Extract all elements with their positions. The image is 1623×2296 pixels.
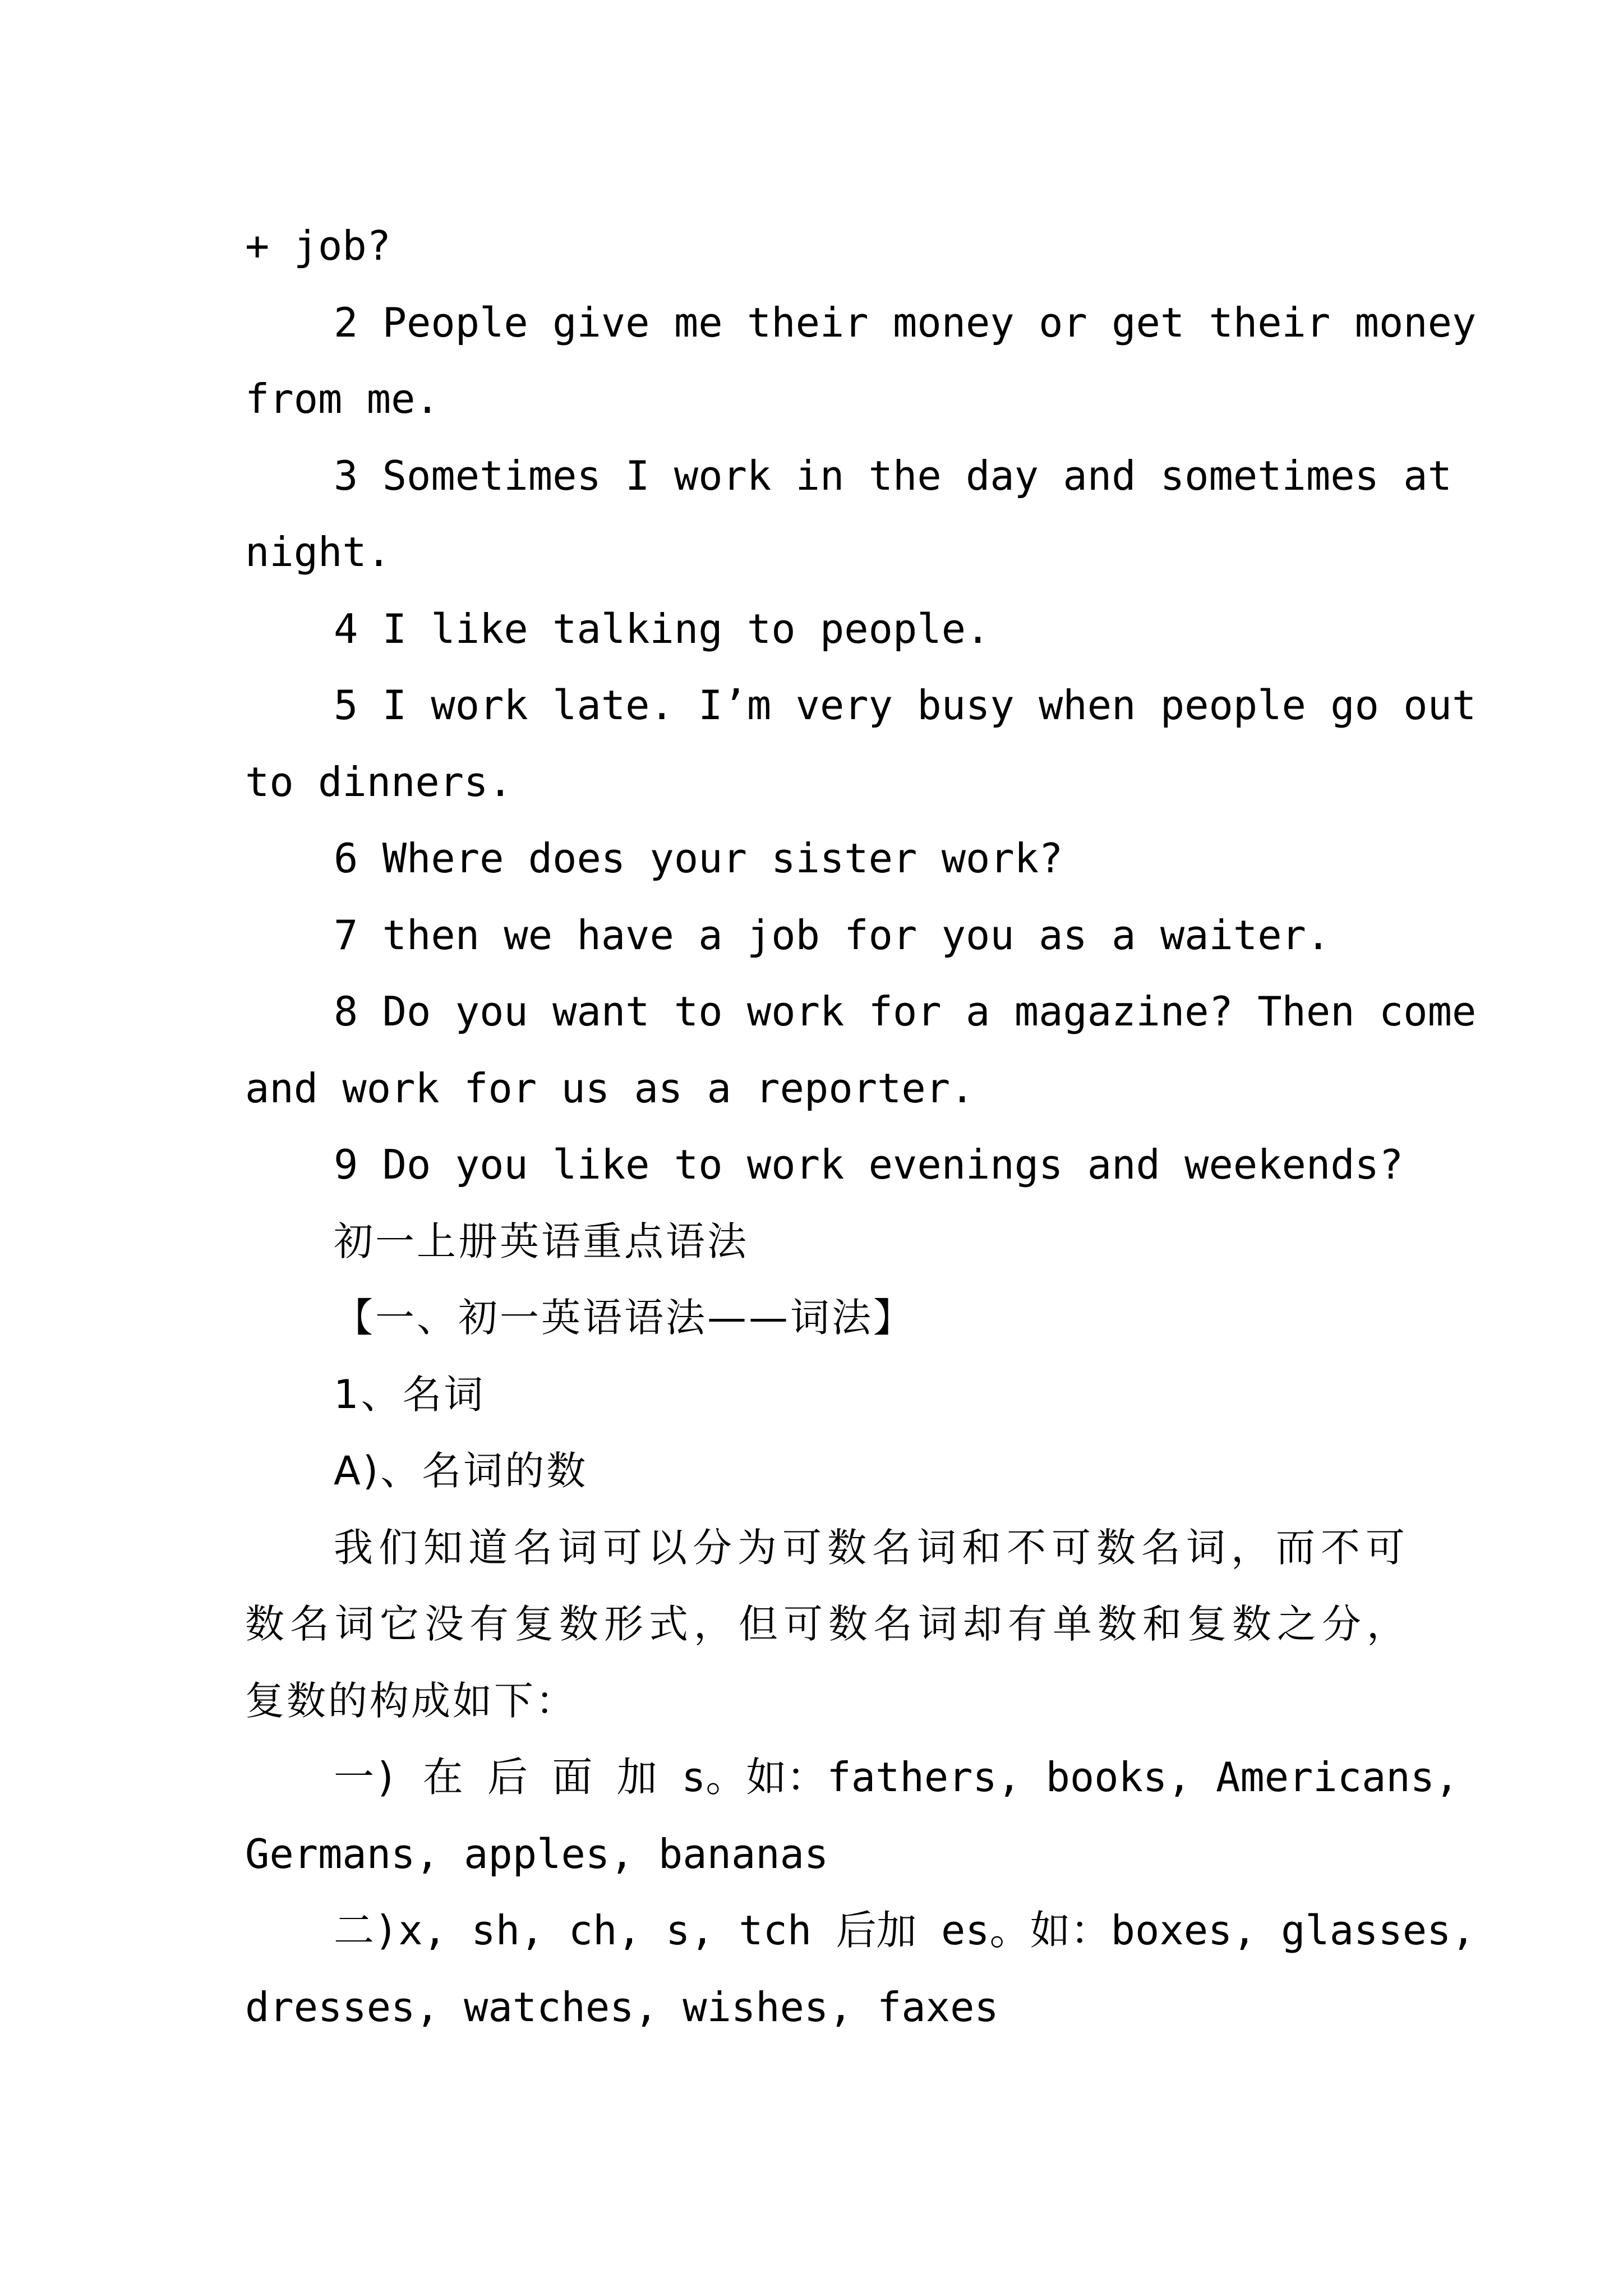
subsection-heading: A)、名词的数 xyxy=(334,1448,588,1494)
text-line: and work for us as a reporter. xyxy=(245,1064,975,1112)
text-line: 4 I like talking to people. xyxy=(334,605,990,652)
text-line: 6 Where does your sister work? xyxy=(334,835,1063,882)
section-title: 初一上册英语重点语法 xyxy=(334,1218,749,1264)
section-heading: 【一、初一英语语法——词法】 xyxy=(334,1295,915,1341)
paragraph-line: 复数的构成如下： xyxy=(245,1677,577,1724)
text-line: night. xyxy=(245,528,391,576)
rule-line: 一) 在 后 面 加 s。如：fathers, books, Americans, xyxy=(334,1754,1459,1801)
rule-line: 二)x, sh, ch, s, tch 后加 es。如：boxes, glasses, xyxy=(334,1907,1476,1954)
text-line: 2 People give me their money or get their money xyxy=(334,298,1477,346)
text-line: from me. xyxy=(245,375,440,422)
text-line: 5 I work late. I’m very busy when people go out xyxy=(334,682,1477,729)
rule-line: Germans, apples, bananas xyxy=(245,1830,829,1878)
paragraph-line: 我们知道名词可以分为可数名词和不可数名词，而不可 xyxy=(334,1524,1410,1571)
text-line: 7 then we have a job for you as a waiter. xyxy=(334,911,1331,959)
rule-line: dresses, watches, wishes, faxes xyxy=(245,1983,999,2031)
text-line: + job? xyxy=(245,222,391,269)
text-line: 8 Do you want to work for a magazine? Then come xyxy=(334,988,1477,1035)
text-line: 3 Sometimes I work in the day and sometimes at xyxy=(334,452,1452,499)
subsection-heading: 1、名词 xyxy=(334,1371,486,1418)
text-line: 9 Do you like to work evenings and weekends? xyxy=(334,1141,1404,1188)
text-line: to dinners. xyxy=(245,758,513,806)
document-body xyxy=(245,208,1477,2045)
paragraph-line: 数名词它没有复数形式，但可数名词却有单数和复数之分， xyxy=(245,1601,1412,1647)
